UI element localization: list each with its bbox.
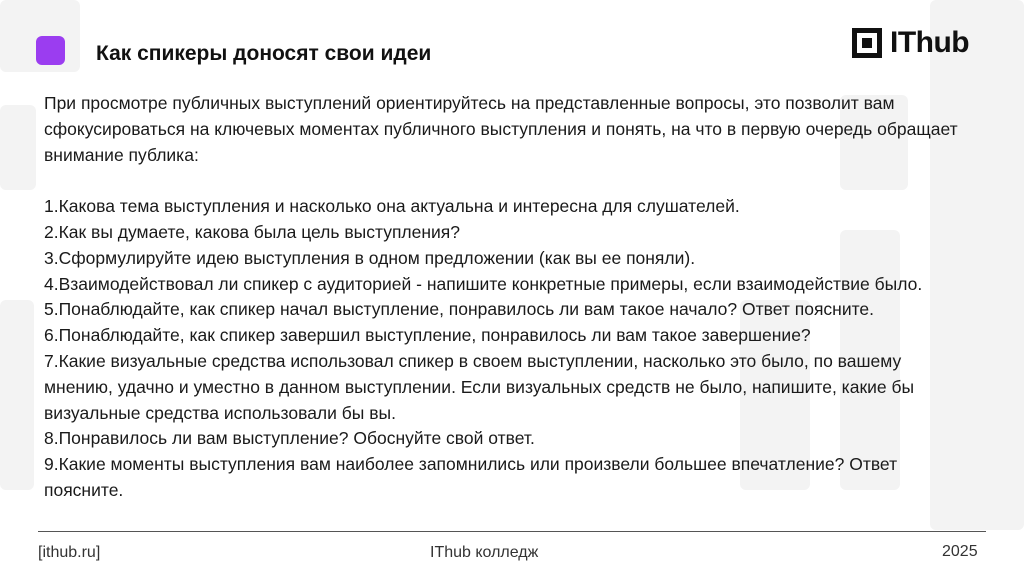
slide-title: Как спикеры доносят свои идеи [96, 42, 432, 65]
title-accent-square [36, 36, 65, 65]
background-block [0, 300, 34, 490]
footer-divider [38, 531, 986, 532]
question-item: 3.Сформулируйте идею выступления в одном предложении (как вы ее поняли). [44, 247, 696, 268]
question-item: 6.Понаблюдайте, как спикер завершил выступление, понравилось ли вам такое завершение? [44, 325, 811, 346]
question-item: 8.Понравилось ли вам выступление? Обоснуйте свой ответ. [44, 428, 535, 449]
question-item: 9.Какие моменты выступления вам наиболее запомнились или произвели большее впечатление? Ответ поясните. [44, 454, 898, 500]
question-item: 7.Какие визуальные средства использовал спикер в своем выступлении, насколько это было, по вашему мнению, удачно и уместно в данном выступлении. Если визуальных средств не было, напишите, какие бы визуальные средства использовали бы вы. [44, 350, 915, 423]
footer-college-name: IThub колледж [430, 544, 539, 561]
logo-square-icon [852, 28, 882, 58]
intro-paragraph: При просмотре публичных выступлений ориентируйтесь на представленные вопросы, это позволит вам сфокусироваться на ключевых моментах публичного выступления и понять, на что в первую очередь обращает внимание публика: [44, 93, 958, 165]
question-item: 5.Понаблюдайте, как спикер начал выступление, понравилось ли вам такое начало? Ответ поясните. [44, 299, 875, 320]
logo-text: IThub [890, 26, 970, 59]
question-item: 4.Взаимодействовал ли спикер с аудиторией - напишите конкретные примеры, если взаимодействие было. [44, 273, 923, 294]
ithub-logo [852, 26, 969, 60]
footer-year: 2025 [942, 543, 978, 560]
question-item: 2.Как вы думаете, какова была цель выступления? [44, 221, 461, 242]
background-block [0, 105, 36, 190]
question-item: 1.Какова тема выступления и насколько она актуальна и интересна для слушателей. [44, 196, 740, 217]
footer-website: [ithub.ru] [38, 544, 101, 561]
slide-body [44, 91, 974, 504]
